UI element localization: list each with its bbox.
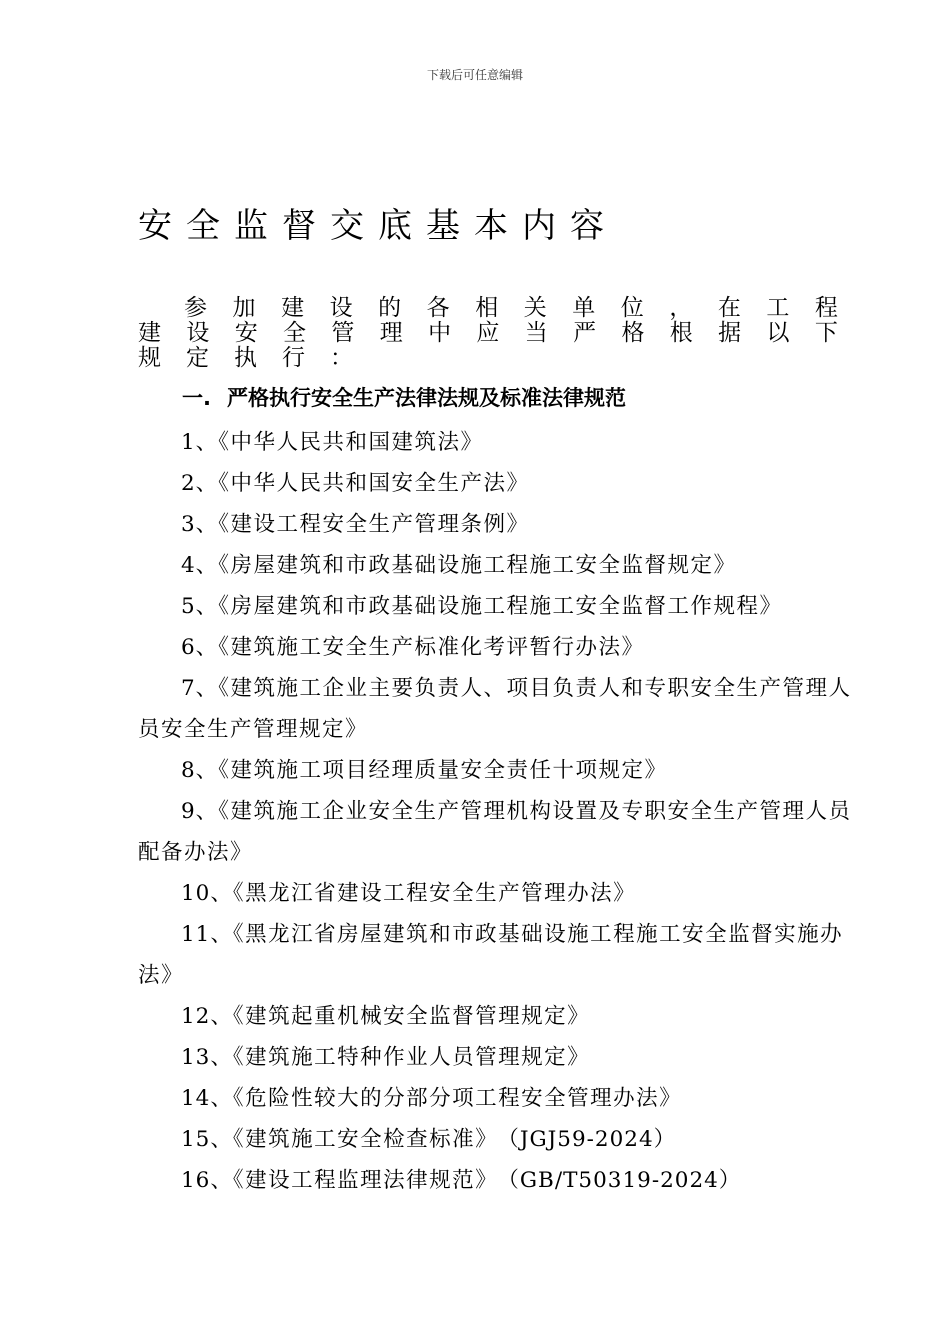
list-item-title: 《中华人民共和国安全生产法》 xyxy=(218,471,530,496)
section-number: 一. xyxy=(182,386,211,410)
intro-line xyxy=(138,296,838,321)
intro-char: 定 xyxy=(186,345,209,371)
list-item-standard-code: （GB/T50319-2024） xyxy=(508,1168,742,1193)
list-item xyxy=(138,1119,858,1160)
intro-char: 加 xyxy=(232,295,256,321)
intro-char: 设 xyxy=(186,320,210,346)
list-item xyxy=(138,586,858,627)
list-item-title: 《建筑施工安全检查标准》 xyxy=(232,1127,499,1152)
list-item-index: 5、 xyxy=(181,594,219,619)
intro-char: 据 xyxy=(718,320,742,346)
list-item-index: 11、 xyxy=(181,922,233,947)
list-item-index: 8、 xyxy=(181,758,219,783)
list-item-title: 《建设工程监理法律规范》 xyxy=(232,1168,499,1193)
list-item xyxy=(138,791,858,873)
list-item-title: 《建筑施工项目经理质量安全责任十项规定》 xyxy=(218,758,668,783)
list-item xyxy=(138,1078,858,1119)
list-item xyxy=(138,1037,858,1078)
list-item xyxy=(138,873,858,914)
list-item-title: 《建设工程安全生产管理条例》 xyxy=(218,512,530,537)
intro-char: ， xyxy=(669,295,693,321)
list-item xyxy=(138,627,858,668)
list-item-index: 14、 xyxy=(181,1086,233,1111)
intro-char: 中 xyxy=(428,320,452,346)
intro-char: 全 xyxy=(283,320,307,346)
list-item-title: 《黑龙江省房屋建筑和市政基础设施工程施工安全监督实施办法》 xyxy=(138,922,844,988)
intro-char: 安 xyxy=(234,320,258,346)
intro-char: 参 xyxy=(184,295,207,321)
list-item xyxy=(138,914,858,996)
list-item-index: 10、 xyxy=(181,881,233,906)
list-item xyxy=(138,504,858,545)
intro-char: 应 xyxy=(476,320,500,346)
list-item-standard-code: （JGJ59-2024） xyxy=(508,1127,677,1152)
list-item-title: 《危险性较大的分部分项工程安全管理办法》 xyxy=(232,1086,683,1111)
list-item-title: 《房屋建筑和市政基础设施工程施工安全监督规定》 xyxy=(218,553,737,578)
intro-char: 在 xyxy=(717,295,741,321)
law-list xyxy=(138,422,858,1201)
list-item-title: 《建筑施工特种作业人员管理规定》 xyxy=(232,1045,591,1070)
list-item xyxy=(138,750,858,791)
list-item-title: 《中华人民共和国建筑法》 xyxy=(218,430,484,455)
intro-char: 根 xyxy=(669,320,693,346)
intro-char: 位 xyxy=(620,295,644,321)
list-item-index: 12、 xyxy=(181,1004,233,1029)
list-item xyxy=(138,668,858,750)
header-note: 下载后可任意编辑 xyxy=(426,68,523,82)
list-item xyxy=(138,422,858,463)
list-item-index: 1、 xyxy=(181,430,219,455)
list-item-title: 《黑龙江省建设工程安全生产管理办法》 xyxy=(232,881,637,906)
intro-line xyxy=(138,321,838,346)
intro-char: 行 xyxy=(282,345,305,371)
list-item-index: 13、 xyxy=(181,1045,233,1070)
list-item-index: 7、 xyxy=(181,676,219,701)
intro-char: 的 xyxy=(378,295,402,321)
intro-char: 格 xyxy=(621,320,645,346)
intro-char: 管 xyxy=(331,320,355,346)
intro-char: 程 xyxy=(814,295,838,321)
list-item-index: 3、 xyxy=(181,512,219,537)
intro-char: 相 xyxy=(475,295,499,321)
section-heading xyxy=(182,382,626,412)
intro-char: 当 xyxy=(524,320,548,346)
list-item xyxy=(138,1160,858,1201)
intro-char: 工 xyxy=(766,295,790,321)
intro-char: 理 xyxy=(379,320,403,346)
intro-char: 关 xyxy=(523,295,547,321)
list-item-title: 《建筑施工企业主要负责人、项目负责人和专职安全生产管理人员安全生产管理规定》 xyxy=(138,676,852,742)
intro-char: 设 xyxy=(329,295,353,321)
list-item-title: 《建筑施工安全生产标准化考评暂行办法》 xyxy=(218,635,645,660)
list-item-title: 《建筑施工企业安全生产管理机构设置及专职安全生产管理人员配备办法》 xyxy=(138,799,852,865)
intro-char: 建 xyxy=(281,295,305,321)
intro-line xyxy=(138,346,838,371)
document-title: 安全监督交底基本内容 xyxy=(138,206,618,246)
list-item-title: 《建筑起重机械安全监督管理规定》 xyxy=(232,1004,591,1029)
intro-char: 单 xyxy=(572,295,596,321)
section-heading-text: 严格执行安全生产法律法规及标准法律规范 xyxy=(226,386,626,410)
list-item-title: 《房屋建筑和市政基础设施工程施工安全监督工作规程》 xyxy=(218,594,783,619)
intro-char: 下 xyxy=(814,320,838,346)
intro-paragraph xyxy=(138,296,838,371)
list-item-index: 4、 xyxy=(181,553,219,578)
list-item xyxy=(138,545,858,586)
list-item-index: 9、 xyxy=(181,799,219,824)
intro-char: 严 xyxy=(573,320,597,346)
list-item-index: 16、 xyxy=(181,1168,233,1193)
intro-char: ： xyxy=(330,345,353,371)
intro-char: 执 xyxy=(234,345,257,371)
list-item xyxy=(138,463,858,504)
intro-char: 以 xyxy=(766,320,790,346)
list-item-index: 2、 xyxy=(181,471,219,496)
list-item-index: 6、 xyxy=(181,635,219,660)
list-item-index: 15、 xyxy=(181,1127,233,1152)
intro-char: 规 xyxy=(138,345,161,371)
intro-char: 各 xyxy=(426,295,450,321)
list-item xyxy=(138,996,858,1037)
intro-char: 建 xyxy=(138,320,161,346)
